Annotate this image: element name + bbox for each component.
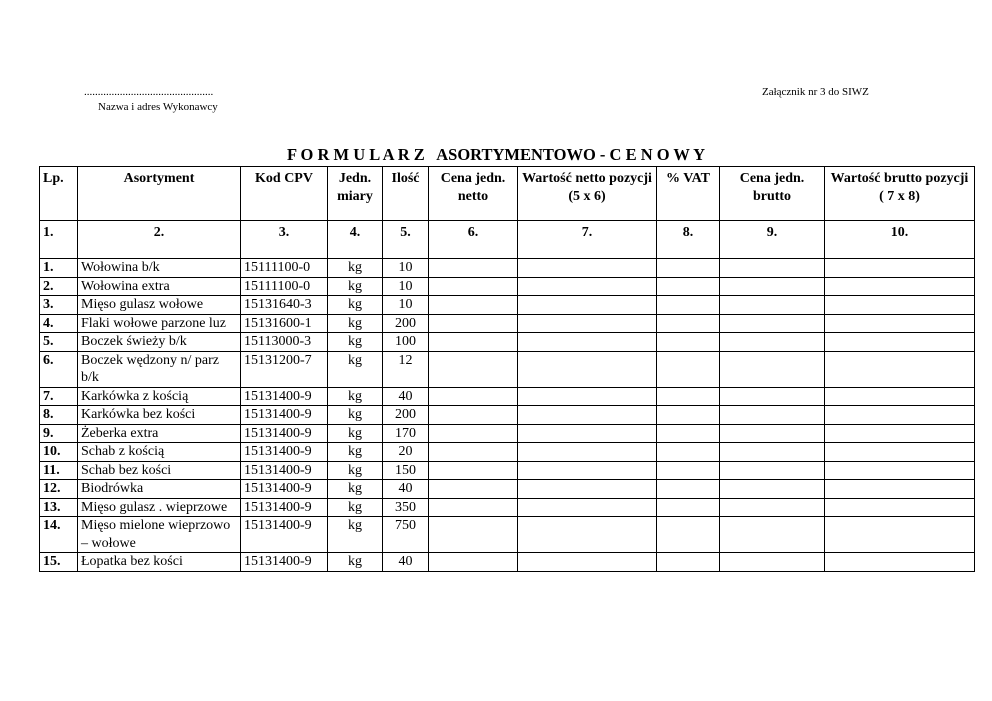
column-header: Kod CPV [241, 167, 328, 221]
table-row [40, 387, 975, 406]
table-row [40, 333, 975, 352]
table-row [40, 296, 975, 315]
table-row [40, 259, 975, 278]
row-gross-value [825, 277, 975, 296]
row-quantity: 750 [383, 517, 429, 553]
row-unit-price-net [429, 406, 518, 425]
row-cpv-code: 15131640-3 [241, 296, 328, 315]
column-number: 4. [328, 221, 383, 259]
row-quantity: 12 [383, 351, 429, 387]
column-number: 6. [429, 221, 518, 259]
row-vat [657, 480, 720, 499]
row-lp: 11. [40, 461, 78, 480]
column-header: Wartość netto pozycji (5 x 6) [518, 167, 657, 221]
row-cpv-code: 15131400-9 [241, 461, 328, 480]
row-cpv-code: 15111100-0 [241, 277, 328, 296]
row-gross-value [825, 406, 975, 425]
row-gross-value [825, 387, 975, 406]
row-product-name: Mięso mielone wieprzowo – wołowe [78, 517, 241, 553]
column-number: 3. [241, 221, 328, 259]
row-gross-value [825, 461, 975, 480]
row-cpv-code: 15131400-9 [241, 517, 328, 553]
row-net-value [518, 461, 657, 480]
column-number: 8. [657, 221, 720, 259]
row-product-name: Żeberka extra [78, 424, 241, 443]
row-unit-price-gross [720, 498, 825, 517]
row-lp: 12. [40, 480, 78, 499]
row-quantity: 150 [383, 461, 429, 480]
annex-label: Załącznik nr 3 do SIWZ [762, 86, 869, 98]
row-unit-price-gross [720, 333, 825, 352]
row-lp: 7. [40, 387, 78, 406]
row-product-name: Łopatka bez kości [78, 553, 241, 572]
row-gross-value [825, 443, 975, 462]
row-vat [657, 314, 720, 333]
row-gross-value [825, 517, 975, 553]
column-header: Ilość [383, 167, 429, 221]
row-lp: 14. [40, 517, 78, 553]
row-product-name: Wołowina extra [78, 277, 241, 296]
row-unit-price-net [429, 333, 518, 352]
column-number: 10. [825, 221, 975, 259]
row-vat [657, 553, 720, 572]
row-unit-price-gross [720, 461, 825, 480]
row-cpv-code: 15131200-7 [241, 351, 328, 387]
row-unit: kg [328, 333, 383, 352]
row-product-name: Biodrówka [78, 480, 241, 499]
table-row [40, 314, 975, 333]
price-form-table [39, 166, 975, 572]
row-quantity: 10 [383, 296, 429, 315]
row-net-value [518, 314, 657, 333]
row-unit-price-gross [720, 351, 825, 387]
row-unit-price-gross [720, 259, 825, 278]
row-cpv-code: 15131400-9 [241, 406, 328, 425]
row-quantity: 40 [383, 387, 429, 406]
row-lp: 8. [40, 406, 78, 425]
row-unit-price-net [429, 387, 518, 406]
row-net-value [518, 333, 657, 352]
row-vat [657, 517, 720, 553]
row-quantity: 100 [383, 333, 429, 352]
row-vat [657, 406, 720, 425]
row-unit-price-net [429, 480, 518, 499]
row-lp: 4. [40, 314, 78, 333]
row-net-value [518, 259, 657, 278]
row-unit-price-net [429, 461, 518, 480]
column-number-row [40, 221, 975, 259]
row-quantity: 10 [383, 277, 429, 296]
column-number: 7. [518, 221, 657, 259]
row-unit-price-net [429, 277, 518, 296]
row-cpv-code: 15111100-0 [241, 259, 328, 278]
column-number: 9. [720, 221, 825, 259]
column-header: Cena jedn. netto [429, 167, 518, 221]
row-product-name: Karkówka bez kości [78, 406, 241, 425]
row-unit: kg [328, 406, 383, 425]
table-row [40, 277, 975, 296]
row-lp: 15. [40, 553, 78, 572]
table-row [40, 553, 975, 572]
table-row [40, 443, 975, 462]
row-unit: kg [328, 498, 383, 517]
row-net-value [518, 553, 657, 572]
row-quantity: 350 [383, 498, 429, 517]
column-number: 1. [40, 221, 78, 259]
row-unit-price-gross [720, 424, 825, 443]
row-net-value [518, 296, 657, 315]
page-title: F O R M U L A R Z ASORTYMENTOWO - C E N O W Y [286, 145, 706, 164]
row-quantity: 20 [383, 443, 429, 462]
row-unit-price-gross [720, 443, 825, 462]
row-net-value [518, 277, 657, 296]
row-unit-price-net [429, 314, 518, 333]
row-unit-price-gross [720, 314, 825, 333]
row-unit-price-gross [720, 296, 825, 315]
row-cpv-code: 15131600-1 [241, 314, 328, 333]
row-vat [657, 443, 720, 462]
row-unit: kg [328, 443, 383, 462]
row-unit-price-gross [720, 277, 825, 296]
column-header: Asortyment [78, 167, 241, 221]
row-vat [657, 259, 720, 278]
column-number: 5. [383, 221, 429, 259]
row-gross-value [825, 424, 975, 443]
table-row [40, 406, 975, 425]
row-product-name: Mięso gulasz wołowe [78, 296, 241, 315]
row-product-name: Wołowina b/k [78, 259, 241, 278]
row-product-name: Schab z kością [78, 443, 241, 462]
row-unit: kg [328, 480, 383, 499]
row-net-value [518, 406, 657, 425]
row-product-name: Karkówka z kością [78, 387, 241, 406]
row-unit-price-net [429, 517, 518, 553]
row-net-value [518, 498, 657, 517]
row-vat [657, 351, 720, 387]
row-net-value [518, 443, 657, 462]
row-quantity: 40 [383, 480, 429, 499]
row-unit-price-gross [720, 517, 825, 553]
table-row [40, 517, 975, 553]
row-unit: kg [328, 296, 383, 315]
row-lp: 1. [40, 259, 78, 278]
row-cpv-code: 15131400-9 [241, 480, 328, 499]
row-gross-value [825, 498, 975, 517]
row-vat [657, 424, 720, 443]
column-header: Lp. [40, 167, 78, 221]
row-unit: kg [328, 277, 383, 296]
row-gross-value [825, 553, 975, 572]
table-row [40, 498, 975, 517]
table-row [40, 480, 975, 499]
column-header: % VAT [657, 167, 720, 221]
row-product-name: Mięso gulasz . wieprzowe [78, 498, 241, 517]
row-net-value [518, 351, 657, 387]
row-net-value [518, 480, 657, 499]
row-cpv-code: 15131400-9 [241, 553, 328, 572]
row-unit: kg [328, 517, 383, 553]
row-gross-value [825, 259, 975, 278]
row-lp: 9. [40, 424, 78, 443]
row-vat [657, 333, 720, 352]
row-unit-price-net [429, 498, 518, 517]
row-net-value [518, 517, 657, 553]
row-unit: kg [328, 553, 383, 572]
table-row [40, 351, 975, 387]
row-lp: 2. [40, 277, 78, 296]
row-unit-price-gross [720, 406, 825, 425]
column-number: 2. [78, 221, 241, 259]
row-gross-value [825, 296, 975, 315]
row-unit: kg [328, 259, 383, 278]
row-product-name: Boczek świeży b/k [78, 333, 241, 352]
row-cpv-code: 15131400-9 [241, 424, 328, 443]
row-gross-value [825, 314, 975, 333]
row-lp: 3. [40, 296, 78, 315]
row-net-value [518, 387, 657, 406]
row-unit-price-net [429, 424, 518, 443]
row-vat [657, 498, 720, 517]
table-header-row [40, 167, 975, 221]
row-unit-price-net [429, 553, 518, 572]
row-gross-value [825, 333, 975, 352]
row-unit-price-gross [720, 553, 825, 572]
row-product-name: Schab bez kości [78, 461, 241, 480]
row-cpv-code: 15113000-3 [241, 333, 328, 352]
column-header: Cena jedn. brutto [720, 167, 825, 221]
row-cpv-code: 15131400-9 [241, 498, 328, 517]
row-unit-price-net [429, 443, 518, 462]
table-row [40, 424, 975, 443]
row-unit: kg [328, 461, 383, 480]
row-quantity: 10 [383, 259, 429, 278]
row-vat [657, 461, 720, 480]
row-cpv-code: 15131400-9 [241, 387, 328, 406]
row-product-name: Boczek wędzony n/ parz b/k [78, 351, 241, 387]
row-unit: kg [328, 351, 383, 387]
contractor-signature-line: ............................................... [84, 86, 214, 98]
row-unit-price-gross [720, 480, 825, 499]
row-unit-price-net [429, 351, 518, 387]
row-product-name: Flaki wołowe parzone luz [78, 314, 241, 333]
row-quantity: 170 [383, 424, 429, 443]
row-net-value [518, 424, 657, 443]
row-unit: kg [328, 424, 383, 443]
row-unit-price-net [429, 259, 518, 278]
row-lp: 10. [40, 443, 78, 462]
row-gross-value [825, 480, 975, 499]
row-unit-price-gross [720, 387, 825, 406]
contractor-label: Nazwa i adres Wykonawcy [98, 101, 218, 113]
row-gross-value [825, 351, 975, 387]
row-quantity: 200 [383, 314, 429, 333]
row-quantity: 200 [383, 406, 429, 425]
row-vat [657, 296, 720, 315]
row-unit: kg [328, 314, 383, 333]
row-lp: 5. [40, 333, 78, 352]
row-quantity: 40 [383, 553, 429, 572]
column-header: Wartość brutto pozycji ( 7 x 8) [825, 167, 975, 221]
row-lp: 13. [40, 498, 78, 517]
row-vat [657, 277, 720, 296]
row-cpv-code: 15131400-9 [241, 443, 328, 462]
row-lp: 6. [40, 351, 78, 387]
row-unit: kg [328, 387, 383, 406]
column-header: Jedn. miary [328, 167, 383, 221]
table-row [40, 461, 975, 480]
row-unit-price-net [429, 296, 518, 315]
row-vat [657, 387, 720, 406]
